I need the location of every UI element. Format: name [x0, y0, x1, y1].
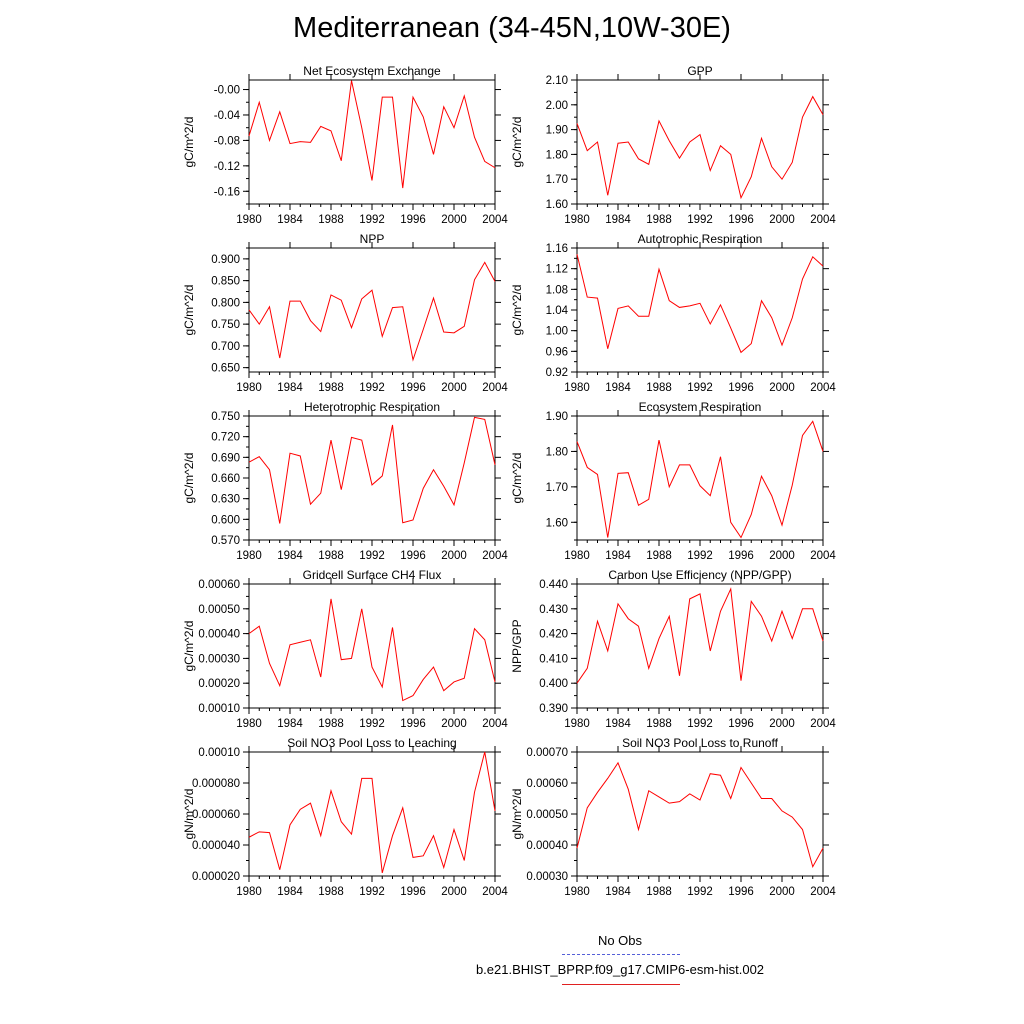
y-tick-label: 0.440	[539, 579, 568, 591]
plot-frame	[249, 752, 495, 876]
chart-panel-4	[182, 400, 508, 562]
chart-title: Autotrophic Respiration	[637, 232, 763, 246]
series-line-0	[249, 417, 495, 523]
y-tick-label: 0.00070	[526, 747, 568, 759]
x-tick-label: 1996	[728, 550, 754, 562]
x-tick-label: 1996	[728, 214, 754, 226]
y-tick-label: 1.80	[545, 446, 568, 459]
x-tick-label: 1988	[318, 718, 344, 730]
x-tick-label: 1996	[728, 886, 754, 898]
x-tick-label: 1980	[564, 382, 590, 394]
x-tick-label: 1980	[564, 214, 590, 226]
chart-panel-7	[510, 568, 836, 730]
y-axis-label: gC/m^2/d	[182, 116, 196, 168]
y-tick-label: 0.410	[539, 653, 568, 666]
x-tick-label: 1984	[277, 886, 303, 898]
chart-panel-3	[510, 232, 836, 394]
x-tick-label: 2004	[482, 718, 508, 730]
x-tick-label: 1984	[605, 550, 631, 562]
series-line-0	[577, 421, 823, 537]
y-tick-label: 1.70	[545, 481, 568, 494]
y-axis-label: gC/m^2/d	[510, 116, 524, 168]
y-tick-label: 0.00050	[198, 603, 240, 616]
x-tick-label: 2000	[441, 214, 467, 226]
series-line-0	[249, 752, 495, 873]
x-tick-label: 2004	[482, 214, 508, 226]
x-tick-label: 1980	[236, 886, 262, 898]
y-tick-label: 1.90	[545, 124, 568, 137]
y-tick-label: 2.00	[545, 99, 568, 112]
y-tick-label: 0.000020	[192, 871, 240, 883]
y-tick-label: 1.08	[545, 284, 568, 297]
plot-frame	[577, 584, 823, 708]
y-tick-label: 0.390	[539, 703, 568, 715]
y-axis-label: NPP/GPP	[510, 619, 524, 673]
x-tick-label: 1996	[728, 718, 754, 730]
x-tick-label: 2004	[810, 550, 836, 562]
x-tick-label: 1984	[277, 382, 303, 394]
y-tick-label: -0.04	[213, 109, 240, 122]
y-tick-label: 0.900	[211, 253, 240, 266]
x-tick-label: 2000	[769, 886, 795, 898]
y-tick-label: -0.08	[213, 135, 240, 148]
x-tick-label: 1992	[687, 550, 713, 562]
plot-frame	[577, 248, 823, 372]
y-tick-label: -0.00	[213, 84, 240, 97]
chart-panel-1	[510, 64, 836, 226]
x-tick-label: 1984	[605, 886, 631, 898]
chart-panel-8	[182, 736, 508, 898]
y-tick-label: 1.12	[545, 263, 568, 276]
x-tick-label: 1996	[400, 886, 426, 898]
x-tick-label: 1984	[277, 718, 303, 730]
y-tick-label: 1.04	[545, 305, 568, 317]
x-tick-label: 1988	[646, 550, 672, 562]
y-axis-label: gC/m^2/d	[182, 284, 196, 336]
x-tick-label: 2004	[810, 886, 836, 898]
x-tick-label: 1988	[646, 718, 672, 730]
y-tick-label: 1.70	[545, 174, 568, 187]
y-axis-label: gN/m^2/d	[182, 788, 196, 840]
chart-title: Gridcell Surface CH4 Flux	[302, 568, 442, 582]
y-tick-label: 1.16	[545, 243, 568, 255]
series-line-0	[577, 589, 823, 683]
y-tick-label: 0.00040	[198, 628, 240, 641]
y-axis-label: gC/m^2/d	[510, 284, 524, 336]
chart-title: GPP	[687, 64, 713, 78]
y-tick-label: 0.000040	[192, 840, 240, 852]
y-tick-label: 0.650	[211, 362, 240, 375]
y-tick-label: 1.90	[545, 411, 568, 423]
plot-frame	[249, 248, 495, 372]
y-tick-label: 0.000080	[192, 778, 240, 790]
series-line-0	[577, 763, 823, 867]
y-tick-label: 1.60	[545, 517, 568, 530]
x-tick-label: 1992	[359, 214, 385, 226]
x-tick-label: 2004	[482, 886, 508, 898]
chart-panel-5	[510, 400, 836, 562]
y-tick-label: 0.630	[211, 493, 240, 506]
y-axis-label: gC/m^2/d	[182, 452, 196, 504]
y-tick-label: 0.92	[545, 367, 568, 379]
x-tick-label: 1980	[236, 550, 262, 562]
y-tick-label: 0.720	[211, 431, 240, 444]
x-tick-label: 2000	[441, 382, 467, 394]
y-tick-label: 0.420	[539, 628, 568, 641]
x-tick-label: 2000	[769, 718, 795, 730]
y-tick-label: 0.850	[211, 275, 240, 288]
x-tick-label: 2004	[482, 550, 508, 562]
x-tick-label: 1984	[605, 382, 631, 394]
x-tick-label: 1992	[359, 886, 385, 898]
legend-obs-line	[562, 954, 680, 955]
series-line-0	[249, 262, 495, 359]
page-title: Mediterranean (34-45N,10W-30E)	[293, 12, 731, 44]
x-tick-label: 1992	[359, 718, 385, 730]
y-tick-label: 0.750	[211, 411, 240, 423]
x-tick-label: 1988	[646, 382, 672, 394]
chart-title: Net Ecosystem Exchange	[303, 64, 441, 78]
y-tick-label: -0.12	[213, 160, 240, 173]
y-tick-label: 0.00050	[526, 809, 568, 821]
chart-title: Soil NO3 Pool Loss to Leaching	[287, 736, 457, 750]
x-tick-label: 1980	[564, 550, 590, 562]
x-tick-label: 1988	[646, 886, 672, 898]
plot-frame	[577, 752, 823, 876]
x-tick-label: 1984	[277, 214, 303, 226]
x-tick-label: 1984	[605, 214, 631, 226]
y-tick-label: 2.10	[545, 75, 568, 87]
x-tick-label: 2000	[769, 550, 795, 562]
y-tick-label: 0.00020	[198, 678, 240, 691]
x-tick-label: 1988	[318, 214, 344, 226]
x-tick-label: 1992	[687, 886, 713, 898]
series-line-0	[249, 599, 495, 701]
x-tick-label: 1992	[359, 550, 385, 562]
series-line-0	[577, 254, 823, 352]
y-tick-label: -0.16	[213, 186, 240, 199]
y-tick-label: 1.80	[545, 149, 568, 162]
chart-title: Soil NO3 Pool Loss to Runoff	[622, 736, 778, 750]
chart-title: NPP	[359, 232, 385, 246]
y-tick-label: 0.00010	[198, 747, 240, 759]
x-tick-label: 2000	[441, 886, 467, 898]
y-tick-label: 0.00010	[198, 703, 240, 715]
y-tick-label: 1.60	[545, 199, 568, 211]
x-tick-label: 1984	[605, 718, 631, 730]
x-tick-label: 2004	[810, 214, 836, 226]
y-axis-label: gC/m^2/d	[182, 620, 196, 672]
x-tick-label: 1988	[318, 382, 344, 394]
chart-panel-2	[182, 232, 508, 394]
chart-panel-6	[182, 568, 508, 730]
y-tick-label: 0.400	[539, 678, 568, 691]
chart-panel-0	[182, 64, 508, 226]
x-tick-label: 1992	[687, 718, 713, 730]
legend-model-line	[562, 984, 680, 985]
y-tick-label: 0.96	[545, 346, 568, 359]
x-tick-label: 1988	[646, 214, 672, 226]
y-tick-label: 0.800	[211, 297, 240, 310]
x-tick-label: 2000	[769, 214, 795, 226]
y-tick-label: 0.700	[211, 340, 240, 353]
chart-panel-9	[510, 736, 836, 898]
x-tick-label: 2004	[810, 382, 836, 394]
y-tick-label: 0.00030	[526, 871, 568, 883]
x-tick-label: 1992	[359, 382, 385, 394]
x-tick-label: 1980	[564, 886, 590, 898]
chart-title: Heterotrophic Respiration	[303, 400, 441, 414]
x-tick-label: 2004	[810, 718, 836, 730]
x-tick-label: 1996	[728, 382, 754, 394]
y-tick-label: 0.690	[211, 452, 240, 465]
x-tick-label: 2000	[769, 382, 795, 394]
x-tick-label: 1980	[236, 382, 262, 394]
y-tick-label: 0.00060	[198, 579, 240, 591]
legend-model-label: b.e21.BHIST_BPRP.f09_g17.CMIP6-esm-hist.002	[475, 962, 765, 977]
y-tick-label: 0.00060	[526, 778, 568, 790]
x-tick-label: 1996	[400, 550, 426, 562]
y-tick-label: 0.570	[211, 535, 240, 547]
x-tick-label: 2000	[441, 550, 467, 562]
x-tick-label: 1992	[687, 214, 713, 226]
x-tick-label: 1988	[318, 550, 344, 562]
x-tick-label: 1980	[236, 718, 262, 730]
y-tick-label: 0.660	[211, 473, 240, 485]
x-tick-label: 1984	[277, 550, 303, 562]
series-line-0	[577, 97, 823, 198]
y-tick-label: 0.600	[211, 514, 240, 527]
x-tick-label: 1996	[400, 214, 426, 226]
chart-title: Ecosystem Respiration	[638, 400, 762, 414]
y-tick-label: 0.000060	[192, 809, 240, 821]
legend-obs-label: No Obs	[597, 933, 643, 948]
series-line-0	[249, 81, 495, 188]
y-tick-label: 0.00040	[526, 840, 568, 852]
plot-frame	[249, 584, 495, 708]
chart-title: Carbon Use Efficiency (NPP/GPP)	[608, 568, 792, 582]
x-tick-label: 1980	[236, 214, 262, 226]
plot-frame	[249, 80, 495, 204]
y-tick-label: 0.430	[539, 603, 568, 616]
y-axis-label: gN/m^2/d	[510, 788, 524, 840]
x-tick-label: 2004	[482, 382, 508, 394]
y-tick-label: 0.00030	[198, 653, 240, 666]
y-tick-label: 1.00	[545, 325, 568, 338]
plot-frame	[577, 80, 823, 204]
x-tick-label: 1988	[318, 886, 344, 898]
y-tick-label: 0.750	[211, 319, 240, 332]
y-axis-label: gC/m^2/d	[510, 452, 524, 504]
x-tick-label: 1996	[400, 718, 426, 730]
plot-frame	[577, 416, 823, 540]
x-tick-label: 2000	[441, 718, 467, 730]
x-tick-label: 1992	[687, 382, 713, 394]
x-tick-label: 1996	[400, 382, 426, 394]
x-tick-label: 1980	[564, 718, 590, 730]
